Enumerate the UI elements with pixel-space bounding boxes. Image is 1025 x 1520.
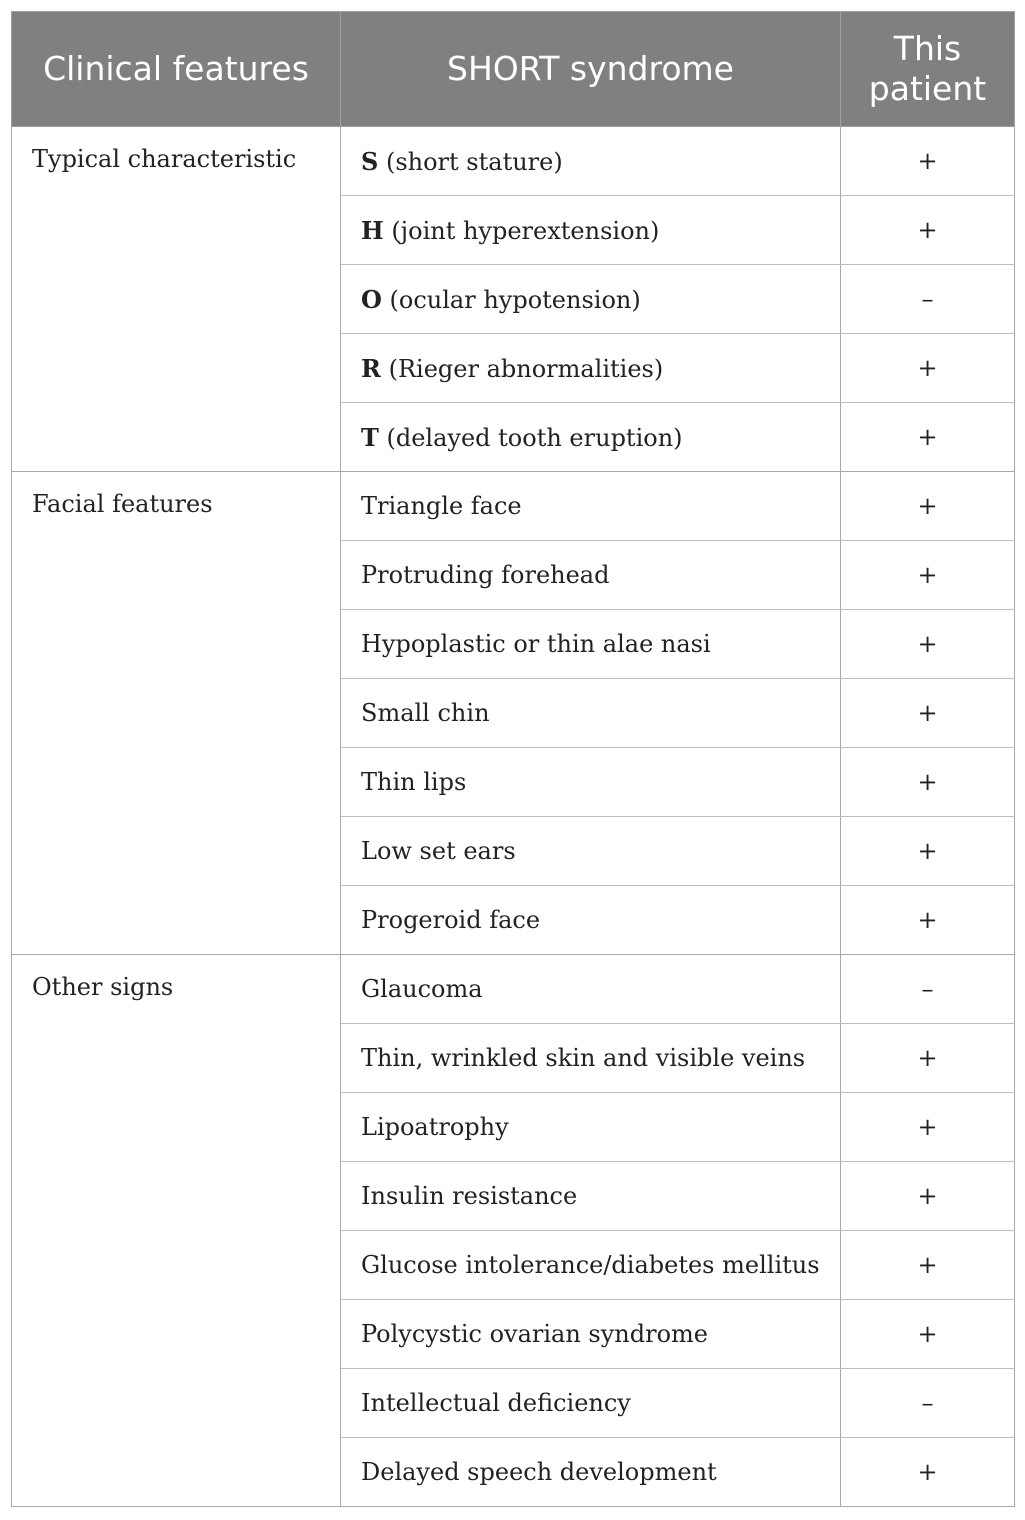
patient-mark: + [841, 679, 1015, 748]
feature-cell [341, 1093, 841, 1162]
feature-letter: R [361, 353, 381, 383]
patient-mark: – [841, 955, 1015, 1024]
header-row [12, 12, 1015, 127]
patient-mark: + [841, 127, 1015, 196]
patient-mark: + [841, 610, 1015, 679]
feature-cell [341, 955, 841, 1024]
table-row [12, 955, 1015, 1024]
feature-cell [341, 196, 841, 265]
features-table [11, 11, 1015, 1507]
table-body [12, 127, 1015, 1507]
feature-cell [341, 334, 841, 403]
feature-cell [341, 679, 841, 748]
feature-text: Low set ears [361, 837, 516, 865]
patient-mark: – [841, 265, 1015, 334]
feature-cell [341, 1369, 841, 1438]
feature-cell [341, 1162, 841, 1231]
feature-text: Small chin [361, 699, 490, 727]
table-row [12, 127, 1015, 196]
patient-mark: + [841, 334, 1015, 403]
feature-text: Triangle face [361, 492, 522, 520]
feature-cell [341, 1300, 841, 1369]
header-this-patient-line2: patient [868, 69, 987, 108]
patient-mark: + [841, 748, 1015, 817]
feature-text: (joint hyperextension) [383, 216, 660, 245]
feature-letter: O [361, 284, 382, 314]
feature-text: Insulin resistance [361, 1182, 578, 1210]
feature-cell [341, 610, 841, 679]
feature-text: Lipoatrophy [361, 1113, 509, 1141]
feature-cell [341, 1024, 841, 1093]
feature-cell [341, 127, 841, 196]
feature-text: Thin lips [361, 768, 467, 796]
feature-text: Protruding forehead [361, 561, 610, 589]
category-cell: Typical characteristic [12, 127, 341, 472]
patient-mark: + [841, 196, 1015, 265]
category-cell: Facial features [12, 472, 341, 955]
feature-text: Glucose intolerance/diabetes mellitus [361, 1251, 820, 1279]
patient-mark: – [841, 1369, 1015, 1438]
patient-mark: + [841, 886, 1015, 955]
feature-letter: S [361, 146, 379, 176]
feature-cell [341, 1438, 841, 1507]
patient-mark: + [841, 541, 1015, 610]
header-this-patient [841, 12, 1015, 127]
feature-cell [341, 886, 841, 955]
feature-cell [341, 748, 841, 817]
feature-text: (Rieger abnormalities) [380, 354, 664, 383]
feature-text: Glaucoma [361, 975, 483, 1003]
feature-letter: T [361, 422, 379, 452]
feature-cell [341, 265, 841, 334]
header-clinical-features: Clinical features [12, 12, 341, 127]
feature-text: Polycystic ovarian syndrome [361, 1320, 709, 1348]
feature-cell [341, 541, 841, 610]
feature-text: Progeroid face [361, 906, 541, 934]
feature-cell [341, 1231, 841, 1300]
feature-text: Intellectual deficiency [361, 1389, 631, 1417]
patient-mark: + [841, 817, 1015, 886]
header-this-patient-line1: This [893, 29, 962, 68]
patient-mark: + [841, 1438, 1015, 1507]
category-cell: Other signs [12, 955, 341, 1507]
patient-mark: + [841, 403, 1015, 472]
patient-mark: + [841, 1162, 1015, 1231]
patient-mark: + [841, 1300, 1015, 1369]
feature-text: (delayed tooth eruption) [378, 423, 683, 452]
table-header [12, 12, 1015, 127]
feature-text: (short stature) [378, 147, 563, 176]
feature-text: Delayed speech development [361, 1458, 717, 1486]
patient-mark: + [841, 1024, 1015, 1093]
feature-text: (ocular hypotension) [381, 285, 641, 314]
feature-cell [341, 817, 841, 886]
feature-letter: H [361, 215, 384, 245]
feature-text: Hypoplastic or thin alae nasi [361, 630, 711, 658]
patient-mark: + [841, 1231, 1015, 1300]
patient-mark: + [841, 1093, 1015, 1162]
patient-mark: + [841, 472, 1015, 541]
feature-text: Thin, wrinkled skin and visible veins [361, 1044, 806, 1072]
feature-cell [341, 403, 841, 472]
header-short-syndrome: SHORT syndrome [341, 12, 841, 127]
table-row [12, 472, 1015, 541]
feature-cell [341, 472, 841, 541]
